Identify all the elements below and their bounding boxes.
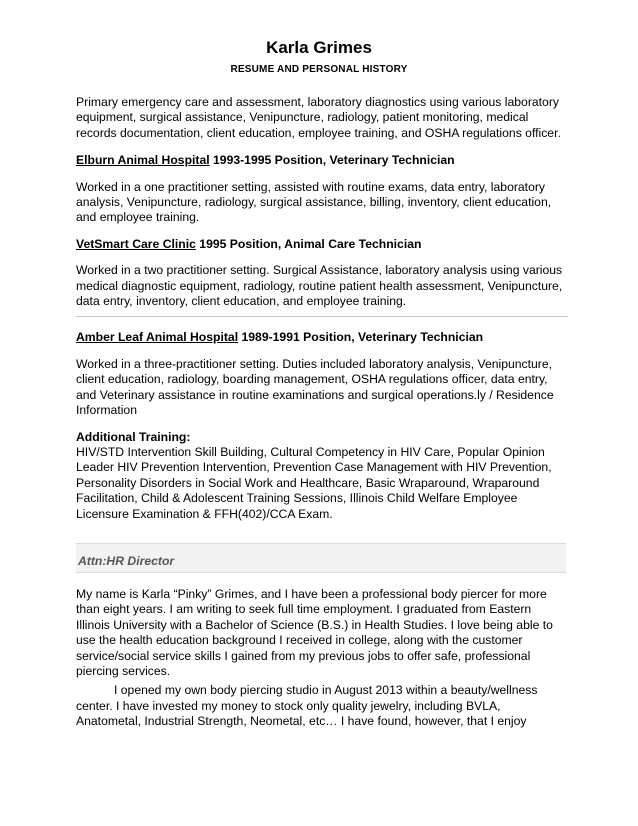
job-description: Worked in a two practitioner setting. Surgical Assistance, laboratory analysis using various medical diagnostic equipment, radiology, routine patient health assessment, Venipuncture, data entry, inventory, client education, and employee training. bbox=[76, 263, 563, 309]
training-section bbox=[76, 430, 568, 522]
training-title: Additional Training: bbox=[76, 429, 191, 444]
job-entry bbox=[76, 237, 568, 310]
resume-body bbox=[76, 95, 568, 730]
job-detail: 1989-1991 Position, Veterinary Technician bbox=[238, 330, 484, 345]
letter-paragraph-1: My name is Karla “Pinky” Grimes, and I have been a professional body piercer for more than eight years. I am writing to seek full time employment. I graduated from Eastern Illinois University with a Bachelor of Science (B.S.) in Health Studies. I love being able to use the health education background I received in college, along with the customer service/social service skills I gained from my previous jobs to offer safe, professional piercing services. bbox=[76, 586, 553, 678]
job-entry bbox=[76, 153, 568, 226]
job-entry bbox=[76, 330, 568, 418]
attn-bar bbox=[76, 543, 566, 573]
job-heading bbox=[76, 330, 568, 345]
employer-name: Elburn Animal Hospital bbox=[76, 153, 210, 168]
job-detail: 1993-1995 Position, Veterinary Technician bbox=[209, 153, 455, 168]
training-text: HIV/STD Intervention Skill Building, Cultural Competency in HIV Care, Popular Opinion Leader HIV Prevention Intervention, Prevention Case Management with HIV Prevention, Personality Disorders in Social Work and Healthcare, Basic Wraparound, Wraparound Facilitation, Child & Adolescent Training Sessions, Illinois Child Welfare Employee Licensure Examination & FFH(402)/CCA Exam. bbox=[76, 444, 552, 521]
job-detail: 1995 Position, Animal Care Technician bbox=[195, 236, 422, 251]
summary-paragraph: Primary emergency care and assessment, laboratory diagnostics using various laboratory equipment, surgical assistance, Venipuncture, radiology, patient monitoring, medical records documentation, client education, employee training, and OSHA regulations officer. bbox=[76, 95, 561, 140]
employer-name: Amber Leaf Animal Hospital bbox=[76, 330, 239, 345]
job-heading bbox=[76, 153, 568, 168]
resume-name: Karla Grimes bbox=[266, 38, 372, 57]
employer-name: VetSmart Care Clinic bbox=[76, 236, 196, 251]
job-description: Worked in a one practitioner setting, assisted with routine exams, data entry, laboratory analysis, Venipuncture, radiology, surgical assistance, billing, inventory, client education, and employee training. bbox=[76, 179, 552, 225]
section-divider bbox=[76, 316, 568, 317]
attn-label: Attn:HR Director bbox=[78, 553, 175, 568]
section-divider-wrap bbox=[76, 316, 568, 317]
job-heading bbox=[76, 237, 568, 252]
job-description: Worked in a three-practitioner setting. Duties included laboratory analysis, Venipuncture, client education, radiology, boarding management, OSHA regulations officer, data entry, and Veterinary assistance in routine examinations and surgical operations.ly / Residence Information bbox=[76, 356, 554, 418]
letter-paragraph-2: I opened my own body piercing studio in August 2013 within a beauty/wellness center. I have invested my money to stock only quality jewelry, including BVLA, Anatometal, Industrial Strength, Neometal, etc… I have found, however, that I enjoy bbox=[76, 683, 538, 729]
resume-subtitle: RESUME AND PERSONAL HISTORY bbox=[230, 64, 408, 75]
